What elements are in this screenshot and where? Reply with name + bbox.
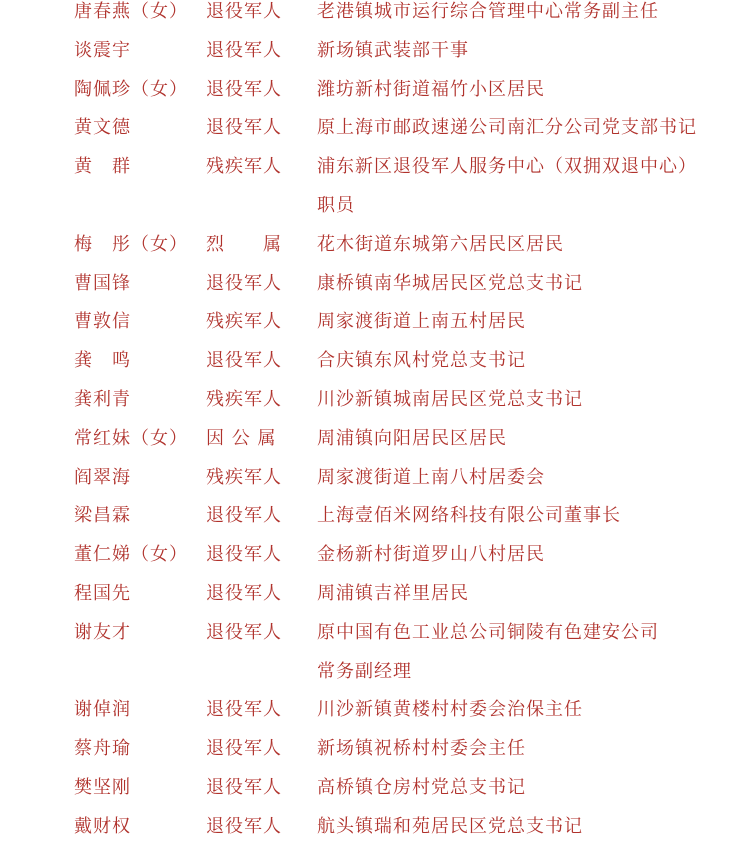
- person-description: 航头镇瑞和苑居民区党总支书记: [317, 815, 583, 837]
- person-category: 退役军人: [206, 582, 282, 604]
- person-description: 浦东新区退役军人服务中心（双拥双退中心）: [317, 156, 697, 178]
- person-name: 龚利青: [74, 388, 131, 410]
- list-item: [0, 226, 750, 265]
- list-item: [0, 691, 750, 730]
- list-item: [0, 420, 750, 459]
- list-item: [0, 575, 750, 614]
- person-category: 烈 属: [206, 233, 282, 255]
- person-description: 康桥镇南华城居民区党总支书记: [317, 272, 583, 294]
- person-description: 合庆镇东风村党总支书记: [317, 350, 526, 372]
- list-item: [0, 0, 750, 32]
- person-category: 残疾军人: [206, 388, 282, 410]
- person-name: 梁昌霖: [74, 505, 131, 527]
- person-description: 金杨新村街道罗山八村居民: [317, 544, 545, 566]
- person-description: 周浦镇吉祥里居民: [317, 582, 469, 604]
- person-category: 退役军人: [206, 78, 282, 100]
- person-category: 退役军人: [206, 621, 282, 643]
- list-item: [0, 381, 750, 420]
- person-name: 戴财权: [74, 815, 131, 837]
- person-name: 谈震宇: [74, 39, 131, 61]
- person-name: 陶佩珍（女）: [74, 78, 188, 100]
- person-name: 程国先: [74, 582, 131, 604]
- person-description: 新场镇武装部干事: [317, 39, 469, 61]
- person-description: 常务副经理: [317, 660, 412, 682]
- list-item: [0, 459, 750, 498]
- person-description: 上海壹佰米网络科技有限公司董事长: [317, 505, 621, 527]
- person-category: 退役军人: [206, 272, 282, 294]
- list-item: [0, 109, 750, 148]
- person-description: 川沙新镇城南居民区党总支书记: [317, 388, 583, 410]
- list-item: [0, 71, 750, 110]
- person-category: 残疾军人: [206, 311, 282, 333]
- list-item: [0, 342, 750, 381]
- list-item: [0, 536, 750, 575]
- list-item-continuation: [0, 653, 750, 692]
- person-category: 退役军人: [206, 776, 282, 798]
- list-item: [0, 808, 750, 847]
- list-item: [0, 614, 750, 653]
- person-name: 黄文德: [74, 117, 131, 139]
- person-description: 潍坊新村街道福竹小区居民: [317, 78, 545, 100]
- person-category: 残疾军人: [206, 466, 282, 488]
- list-item: [0, 769, 750, 808]
- list-item: [0, 148, 750, 187]
- person-category: 残疾军人: [206, 156, 282, 178]
- person-description: 职员: [317, 194, 355, 216]
- person-description: 周家渡街道上南五村居民: [317, 311, 526, 333]
- person-name: 董仁娣（女）: [74, 544, 188, 566]
- person-category: 因 公 属: [206, 427, 277, 449]
- person-description: 老港镇城市运行综合管理中心常务副主任: [317, 1, 659, 22]
- person-name: 樊坚刚: [74, 776, 131, 798]
- list-item: [0, 497, 750, 536]
- list-item: [0, 265, 750, 304]
- person-category: 退役军人: [206, 1, 282, 22]
- person-name: 蔡舟瑜: [74, 738, 131, 760]
- person-name: 谢友才: [74, 621, 131, 643]
- person-category: 退役军人: [206, 699, 282, 721]
- list-item: [0, 303, 750, 342]
- person-category: 退役军人: [206, 350, 282, 372]
- person-name: 阎翠海: [74, 466, 131, 488]
- person-category: 退役军人: [206, 815, 282, 837]
- person-description: 新场镇祝桥村村委会主任: [317, 738, 526, 760]
- person-category: 退役军人: [206, 738, 282, 760]
- person-name: 梅 彤（女）: [74, 233, 188, 255]
- person-category: 退役军人: [206, 505, 282, 527]
- list-item: [0, 32, 750, 71]
- person-description: 周浦镇向阳居民区居民: [317, 427, 507, 449]
- person-name: 常红妹（女）: [74, 427, 188, 449]
- person-category: 退役军人: [206, 117, 282, 139]
- list-item: [0, 730, 750, 769]
- person-name: 黄 群: [74, 156, 131, 178]
- person-description: 川沙新镇黄楼村村委会治保主任: [317, 699, 583, 721]
- person-category: 退役军人: [206, 544, 282, 566]
- person-name: 龚 鸣: [74, 350, 131, 372]
- person-name: 唐春燕（女）: [74, 1, 188, 22]
- person-description: 原中国有色工业总公司铜陵有色建安公司: [317, 621, 659, 643]
- person-description: 花木街道东城第六居民区居民: [317, 233, 564, 255]
- person-category: 退役军人: [206, 39, 282, 61]
- person-description: 高桥镇仓房村党总支书记: [317, 776, 526, 798]
- person-description: 周家渡街道上南八村居委会: [317, 466, 545, 488]
- person-name: 曹国锋: [74, 272, 131, 294]
- person-name: 谢倬润: [74, 699, 131, 721]
- list-item-continuation: [0, 187, 750, 226]
- person-description: 原上海市邮政速递公司南汇分公司党支部书记: [317, 117, 697, 139]
- person-name: 曹敦信: [74, 311, 131, 333]
